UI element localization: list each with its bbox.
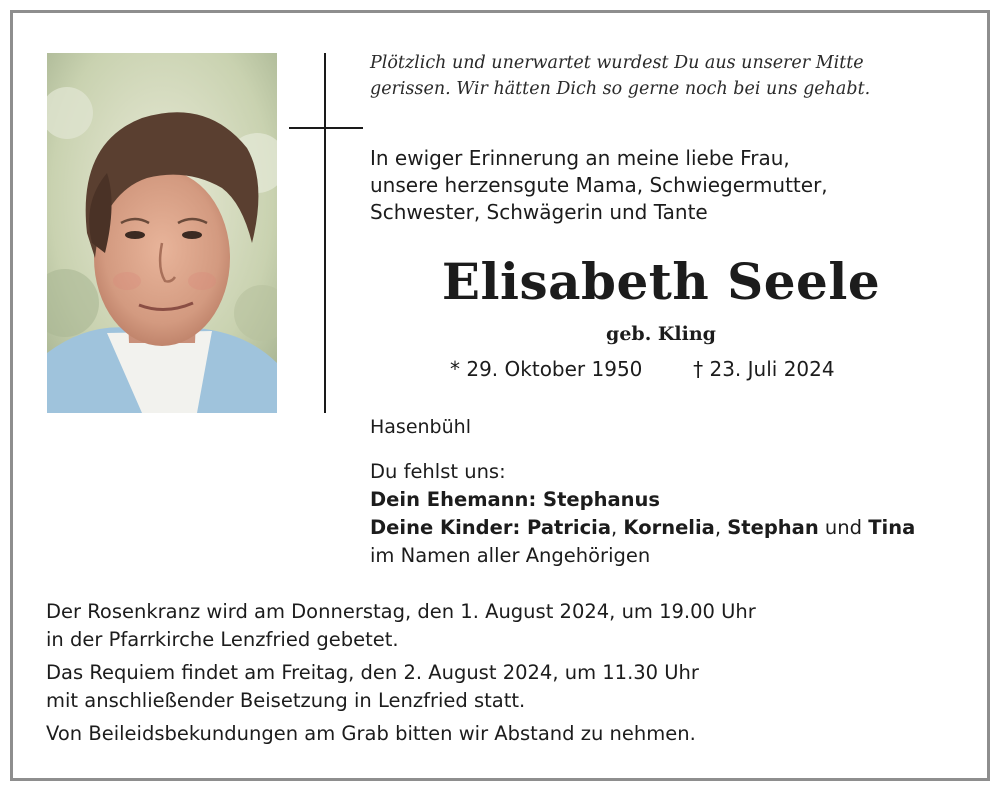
family-block — [370, 458, 915, 570]
child-name: Deine Kinder: Patricia — [370, 516, 612, 539]
notice-line: Der Rosenkranz wird am Donnerstag, den 1. August 2024, um 19.00 Uhr — [46, 600, 756, 623]
children-line — [370, 514, 915, 542]
family-intro: Du fehlst uns: — [370, 460, 506, 483]
intro-line: unsere herzensgute Mama, Schwiegermutter, — [370, 173, 828, 197]
cross-horizontal-bar — [289, 127, 363, 129]
portrait-photo — [47, 53, 277, 413]
notice-line: Das Requiem findet am Freitag, den 2. August 2024, um 11.30 Uhr — [46, 661, 699, 684]
notice-line: in der Pfarrkirche Lenzfried gebetet. — [46, 627, 399, 651]
conjunction: und — [818, 516, 869, 539]
separator: , — [714, 516, 728, 539]
quote-line: Plötzlich und unerwartet wurdest Du aus unserer Mitte — [370, 53, 864, 73]
remembrance-intro — [370, 145, 828, 226]
birth-date: * 29. Oktober 1950 — [450, 357, 643, 381]
service-notice — [46, 598, 756, 748]
hometown: Hasenbühl — [370, 416, 471, 438]
child-name: Stephan — [727, 516, 819, 539]
intro-line: Schwester, Schwägerin und Tante — [370, 200, 708, 224]
intro-line: In ewiger Erinnerung an meine liebe Frau, — [370, 146, 790, 170]
separator: , — [611, 516, 624, 539]
life-dates — [450, 355, 835, 383]
notice-line: mit anschließender Beisetzung in Lenzfried statt. — [46, 688, 526, 712]
portrait-illustration — [47, 53, 277, 413]
quote-line: gerissen. Wir hätten Dich so gerne noch bei uns gehabt. — [370, 79, 871, 99]
maiden-name: geb. Kling — [606, 323, 716, 345]
child-name: Kornelia — [623, 516, 715, 539]
notice-line: Von Beileidsbekundungen am Grab bitten wir Abstand zu nehmen. — [46, 722, 696, 745]
deceased-name: Elisabeth Seele — [441, 252, 881, 311]
cross-vertical-bar — [324, 53, 326, 413]
child-name: Tina — [868, 516, 916, 539]
family-closing: im Namen aller Angehörigen — [370, 544, 651, 567]
memorial-quote — [370, 50, 870, 102]
spouse-line: Dein Ehemann: Stephanus — [370, 488, 660, 511]
death-date: † 23. Juli 2024 — [693, 357, 835, 381]
